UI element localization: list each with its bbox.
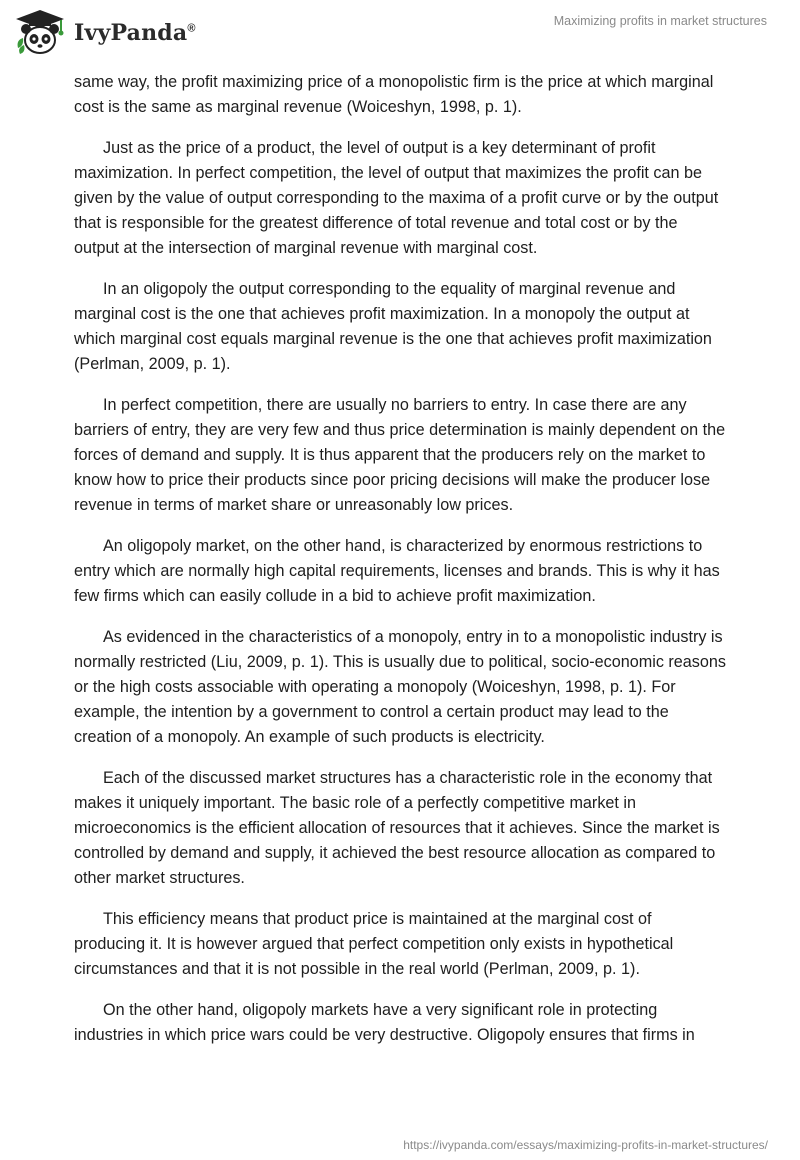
paragraph: In an oligopoly the output corresponding to the equality of marginal revenue and marginal cost is the one that achieves profit maximization. In a monopoly the output at which marginal cost equals marginal revenue is the one that achieves profit maximization (Perlman, 2009, p. 1). [74, 280, 712, 373]
paragraph: As evidenced in the characteristics of a monopoly, entry in to a monopolistic industry is normally restricted (Liu, 2009, p. 1). This is usually due to political, socio-economic reasons or the high costs associable with operating a monopoly (Woiceshyn, 1998, p. 1). For example, the intention by a government to control a certain product may lead to the creation of a monopoly. An example of such products is electricity. [74, 628, 726, 746]
source-url[interactable]: https://ivypanda.com/essays/maximizing-profits-in-market-structures/ [403, 1138, 768, 1152]
paragraph: On the other hand, oligopoly markets have a very significant role in protecting industries in which price wars could be very destructive. Oligopoly ensures that firms in [74, 1001, 695, 1044]
logo-wordmark: IvyPanda® [74, 20, 196, 46]
page-header [0, 0, 800, 70]
paragraph-continuation: same way, the profit maximizing price of a monopolistic firm is the price at which marginal cost is the same as marginal revenue (Woiceshyn, 1998, p. 1). [74, 73, 714, 116]
paragraph: Just as the price of a product, the level of output is a key determinant of profit maximization. In perfect competition, the level of output that maximizes the profit can be given by the value of output corresponding to the maxima of a profit curve or by the output that is responsible for the greatest difference of total revenue and total cost or by the output at the intersection of marginal revenue with marginal cost. [74, 139, 719, 257]
paragraph: This efficiency means that product price is maintained at the marginal cost of producing it. It is however argued that perfect competition only exists in hypothetical circumstances and that it is not possible in the real world (Perlman, 2009, p. 1). [74, 910, 674, 978]
ivypanda-logo[interactable] [14, 8, 196, 58]
essay-body [74, 70, 726, 1064]
paragraph: Each of the discussed market structures has a characteristic role in the economy that makes it uniquely important. The basic role of a perfectly competitive market in microeconomics is the efficient allocation of resources that it achieves. Since the market is controlled by demand and supply, it achieved the best resource allocation as compared to other market structures. [74, 769, 720, 887]
panda-graduate-logo-icon [14, 8, 66, 58]
paragraph: In perfect competition, there are usually no barriers to entry. In case there are any barriers of entry, they are very few and thus price determination is mainly dependent on the forces of demand and supply. It is thus apparent that the producers rely on the market to know how to price their products since poor pricing decisions will make the producer lose revenue in terms of market share or unreasonably low prices. [74, 396, 726, 514]
paragraph: An oligopoly market, on the other hand, is characterized by enormous restrictions to entry which are normally high capital requirements, licenses and brands. This is why it has few firms which can easily collude in a bid to achieve profit maximization. [74, 537, 720, 605]
running-title: Maximizing profits in market structures [553, 14, 767, 28]
